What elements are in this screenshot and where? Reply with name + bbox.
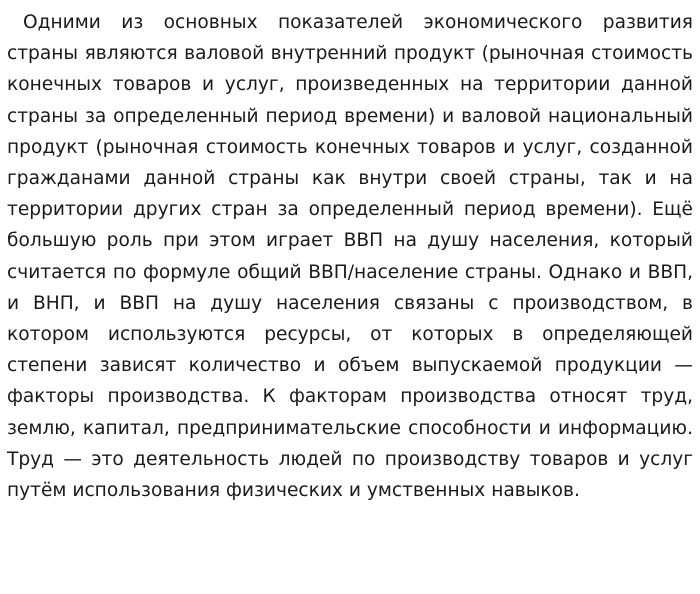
document-page <box>7 7 693 587</box>
body-paragraph: Одними из основных показателей экономического развития страны являются валовой внутренний продукт (рыночная стоимость конечных товаров и услуг, произведенных на территории данной страны за определенный период времени) и валовой национальный продукт (рыночная стоимость конечных товаров и услуг, созданной гражданами данной страны как внутри своей страны, так и на территории других стран за определенный период времени). Ещё большую роль при этом играет ВВП на душу населения, который считается по формуле общий ВВП/население страны. Однако и ВВП, и ВНП, и ВВП на душу населения связаны с производством, в котором используются ресурсы, от которых в определяющей степени зависят количество и объем выпускаемой продукции — факторы производства. К факторам производства относят труд, землю, капитал, предпринимательские способности и информацию. Труд — это деятельность людей по производству товаров и услуг путём использования физических и умственных навыков. <box>7 12 693 502</box>
